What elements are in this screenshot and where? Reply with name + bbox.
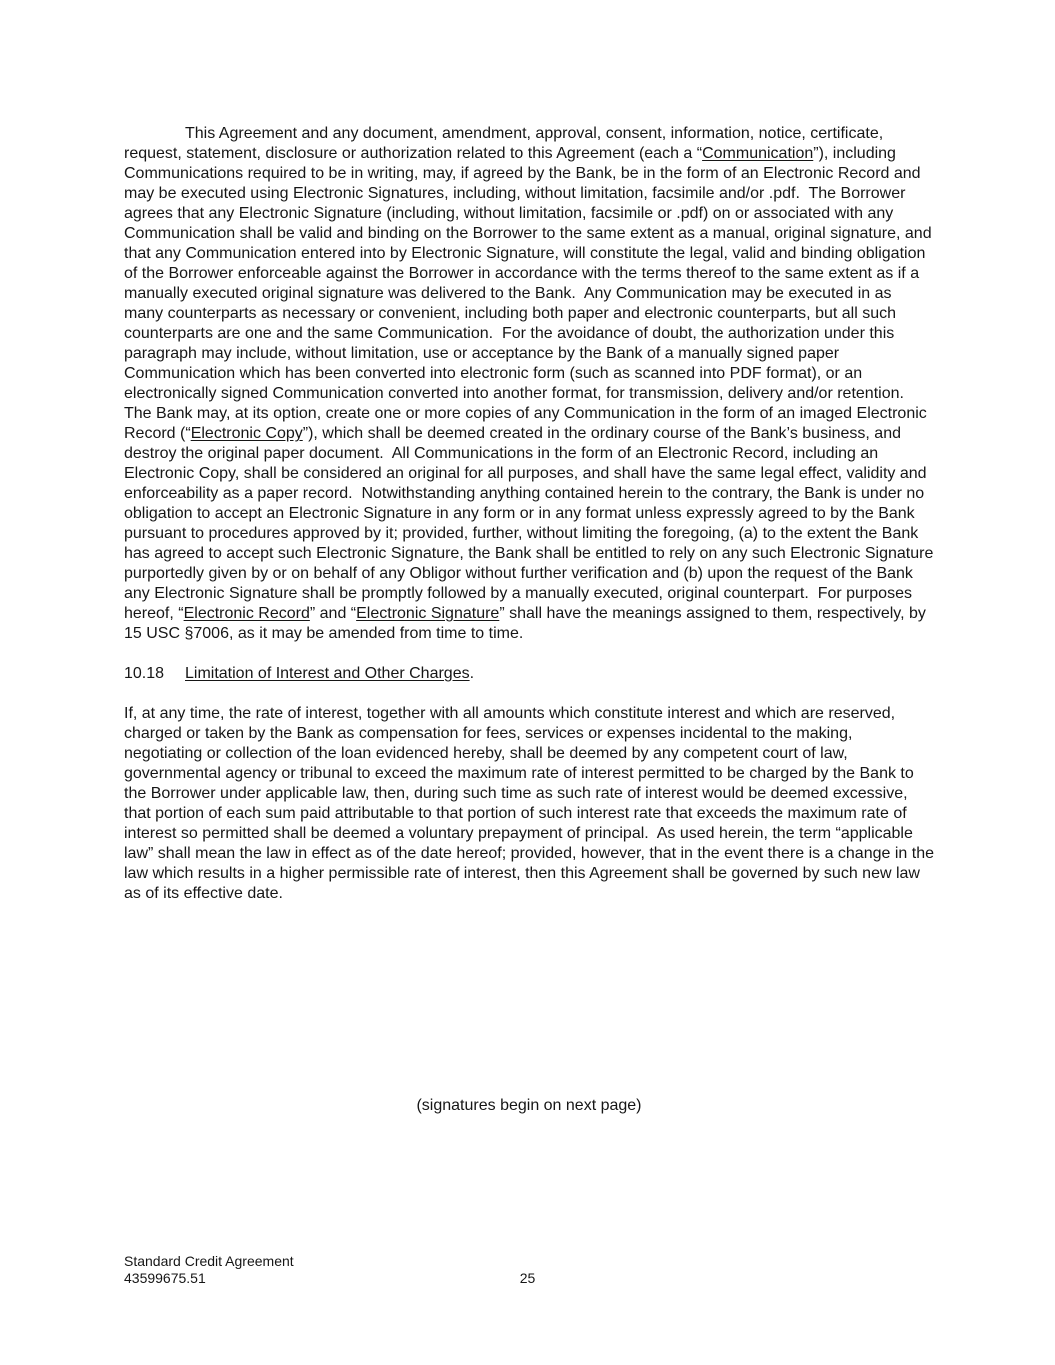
paragraph-text: ” and “	[309, 605, 357, 622]
paragraph-text: This Agreement and any document, amendment, approval, consent, information, notice, certificate, request, statement, disclosure or authorization related to this Agreement (each a “	[124, 125, 888, 162]
footer-doc-number: 43599675.51	[124, 1270, 206, 1286]
defined-term-communication: Communication	[702, 145, 814, 162]
defined-term-electronic-signature: Electronic Signature	[356, 605, 500, 622]
paragraph-electronic-communications	[124, 124, 938, 644]
section-heading	[124, 664, 934, 684]
paragraph-text: ”), including Communications required to be in writing, may, if agreed by the Bank, be in the form of an Electronic Record and may be executed using Electronic Signatures, including, without limitation, facsimile and/or .pdf. The Borrower agrees that any Electronic Signature (including, without limitation, facsimile or .pdf) on or associated with any Communication shall be valid and binding on the Borrower to the same extent as a manual, original signature, and that any Communication entered into by Electronic Signature, will constitute the legal, valid and binding obligation of the Borrower enforceable against the Borrower in accordance with the terms thereof to the same extent as if a manually executed original signature was delivered to the Bank. Any Communication may be executed in as many counterparts as necessary or convenient, including both paper and electronic counterparts, but all such counterparts are one and the same Communication. For the avoidance of doubt, the authorization under this paragraph may include, without limitation, use or acceptance by the Bank of a manually signed paper Communication which has been converted into electronic form (such as scanned into PDF format), or an electronically signed Communication converted into another format, for transmission, delivery and/or retention. The Bank may, at its option, create one or more copies of any Communication in the form of an imaged Electronic Record (“	[124, 145, 937, 442]
paragraph-interest-limitation: If, at any time, the rate of interest, together with all amounts which constitute interest and which are reserved, charged or taken by the Bank as compensation for fees, services or expenses incidental to the making, negotiating or collection of the loan evidenced hereby, shall be deemed by any competent court of law, governmental agency or tribunal to exceed the maximum rate of interest permitted to be charged by the Bank to the Borrower under applicable law, then, during such time as such rate of interest would be deemed excessive, that portion of each sum paid attributable to that portion of such interest rate that exceeds the maximum rate of interest so permitted shall be deemed a voluntary prepayment of principal. As used herein, the term “applicable law” shall mean the law in effect as of the date hereof; provided, however, that in the event there is a change in the law which results in a higher permissible rate of interest, then this Agreement shall be governed by such new law as of its effective date.	[124, 705, 939, 902]
paragraph-text: ” shall have the meanings assigned to them, respectively, by 15 USC §7006, as it may be amended from time to time.	[124, 605, 931, 642]
page-number: 25	[519, 1270, 536, 1286]
page-content	[124, 124, 939, 1116]
section-number: 10.18	[124, 665, 165, 682]
section-title: Limitation of Interest and Other Charges	[185, 665, 470, 682]
paragraph-text: ”), which shall be deemed created in the ordinary course of the Bank’s business, and destroy the original paper document. All Communications in the form of an Electronic Record, including an Electronic Copy, shall be considered an original for all purposes, and shall have the same legal effect, validity and enforceability as a paper record. Notwithstanding anything contained herein to the contrary, the Bank is under no obligation to accept an Electronic Signature in any form or in any format unless expressly agreed to by the Bank pursuant to procedures approved by it; provided, further, without limiting the foregoing, (a) to the extent the Bank has agreed to accept such Electronic Signature, the Bank shall be entitled to rely on any such Electronic Signature purportedly given by or on behalf of any Obligor without further verification and (b) upon the request of the Bank any Electronic Signature shall be promptly followed by a manually executed, original counterpart. For purposes hereof, “	[124, 425, 938, 622]
defined-term-electronic-copy: Electronic Copy	[190, 425, 303, 442]
defined-term-electronic-record: Electronic Record	[183, 605, 310, 622]
signature-note: (signatures begin on next page)	[416, 1097, 642, 1114]
footer-doc-title: Standard Credit Agreement	[124, 1253, 294, 1269]
section-title-period: .	[469, 665, 475, 682]
